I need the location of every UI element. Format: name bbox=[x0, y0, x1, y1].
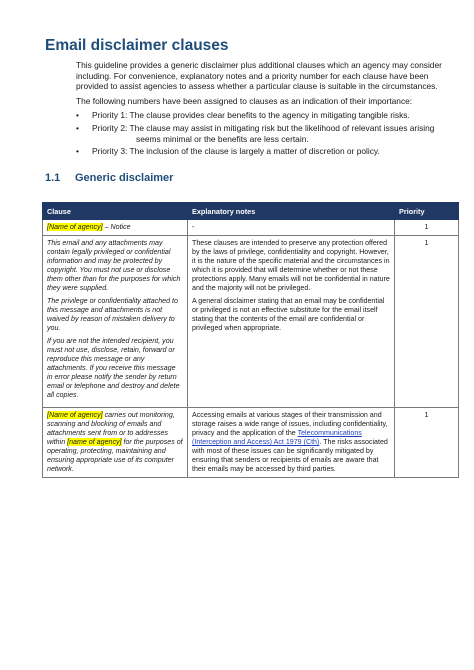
column-header-notes: Explanatory notes bbox=[188, 203, 395, 220]
clause-text: carries out monitoring, scanning and blocking of emails and attachments sent from or to addresses within bbox=[47, 411, 175, 446]
priority-cell: 1 bbox=[395, 220, 459, 236]
clause-text: – Notice bbox=[102, 223, 131, 231]
notes-paragraph: These clauses are intended to preserve any protection offered by the laws of privilege, confidentiality and copyright. However, it is the nature of the specific material and the circumstances in which it is provided that will determine whether or not these protections apply. Many emails will not be confidential in nature and the majority will not be privileged. bbox=[192, 239, 390, 292]
clause-text: for the purposes of operating, protecting, maintaining and ensuring appropriate use of its computer network. bbox=[47, 438, 183, 473]
clause-cell bbox=[43, 220, 188, 236]
act-link[interactable]: Telecommunications (Interception and Access) Act 1979 (Cth) bbox=[192, 429, 362, 446]
section-number: 1.1 bbox=[45, 172, 61, 184]
priority-item-2 bbox=[76, 123, 456, 144]
priority-intro-paragraph: The following numbers have been assigned to clauses as an indication of their importance: bbox=[76, 95, 413, 106]
priority-text: Priority 2: The clause may assist in mitigating risk but the likelihood of relevant issues arising seems minimal or the benefits are less certain. bbox=[92, 122, 435, 144]
agency-name-placeholder: [name of agency] bbox=[67, 438, 122, 446]
priority-item-3 bbox=[76, 146, 456, 157]
page-title: Email disclaimer clauses bbox=[45, 37, 229, 54]
agency-name-placeholder: [Name of agency] bbox=[47, 223, 103, 231]
table-header-row bbox=[43, 203, 459, 220]
table-row bbox=[43, 408, 459, 478]
bullet-icon: • bbox=[76, 122, 79, 133]
clause-cell bbox=[43, 408, 188, 478]
priority-text: Priority 1: The clause provides clear benefits to the agency in mitigating tangible risks. bbox=[92, 110, 410, 121]
notes-text: . The risks associated with most of these issues can be significantly mitigated by ensuring that senders or recipients of emails are aware that their emails may be accessed by third parties. bbox=[192, 438, 388, 473]
clause-paragraph: The privilege or confidentiality attached to this message and attachments is not waived by reason of mistaken delivery to you. bbox=[47, 297, 178, 332]
priority-text: Priority 3: The inclusion of the clause is largely a matter of discretion or policy. bbox=[92, 146, 380, 157]
clause-cell bbox=[43, 236, 188, 408]
intro-paragraph: This guideline provides a generic disclaimer plus additional clauses which an agency may consider including. For convenience, explanatory notes and a priority number for each clause have been provided to assist agencies to assess whether a particular clause is suitable in the circumstances. bbox=[76, 60, 442, 92]
notes-paragraph: A general disclaimer stating that an email may be confidential or privileged is not an effective substitute for the email itself stating that the contents of the email are confidential or privileged when appropriate. bbox=[192, 297, 385, 332]
agency-name-placeholder: [Name of agency] bbox=[47, 411, 103, 419]
table-row bbox=[43, 236, 459, 408]
disclaimer-table bbox=[42, 202, 459, 478]
clause-paragraph: This email and any attachments may contain legally privileged or confidential information and may be protected by copyright. You must not use or disclose them other than for the purposes for which they were supplied. bbox=[47, 239, 181, 292]
priority-cell: 1 bbox=[395, 236, 459, 408]
intro-section bbox=[76, 60, 456, 159]
table-row bbox=[43, 220, 459, 236]
section-heading bbox=[45, 172, 173, 184]
notes-cell bbox=[188, 236, 395, 408]
priority-list bbox=[76, 110, 456, 156]
column-header-priority: Priority bbox=[395, 203, 459, 220]
bullet-icon: • bbox=[76, 146, 79, 157]
column-header-clause: Clause bbox=[43, 203, 188, 220]
notes-text: Accessing emails at various stages of their transmission and storage raises a wide range of issues, including confidentiality, privacy and the application of the bbox=[192, 411, 388, 437]
section-title: Generic disclaimer bbox=[75, 172, 174, 184]
priority-cell: 1 bbox=[395, 408, 459, 478]
bullet-icon: • bbox=[76, 110, 79, 121]
clause-paragraph: If you are not the intended recipient, you must not use, disclose, retain, forward or reproduce this message or any attachments. If you receive this message in error please notify the sender by return email or telephone and destroy and delete all copies. bbox=[47, 337, 180, 399]
priority-item-1 bbox=[76, 110, 456, 121]
notes-cell bbox=[188, 408, 395, 478]
notes-cell: - bbox=[188, 220, 395, 236]
